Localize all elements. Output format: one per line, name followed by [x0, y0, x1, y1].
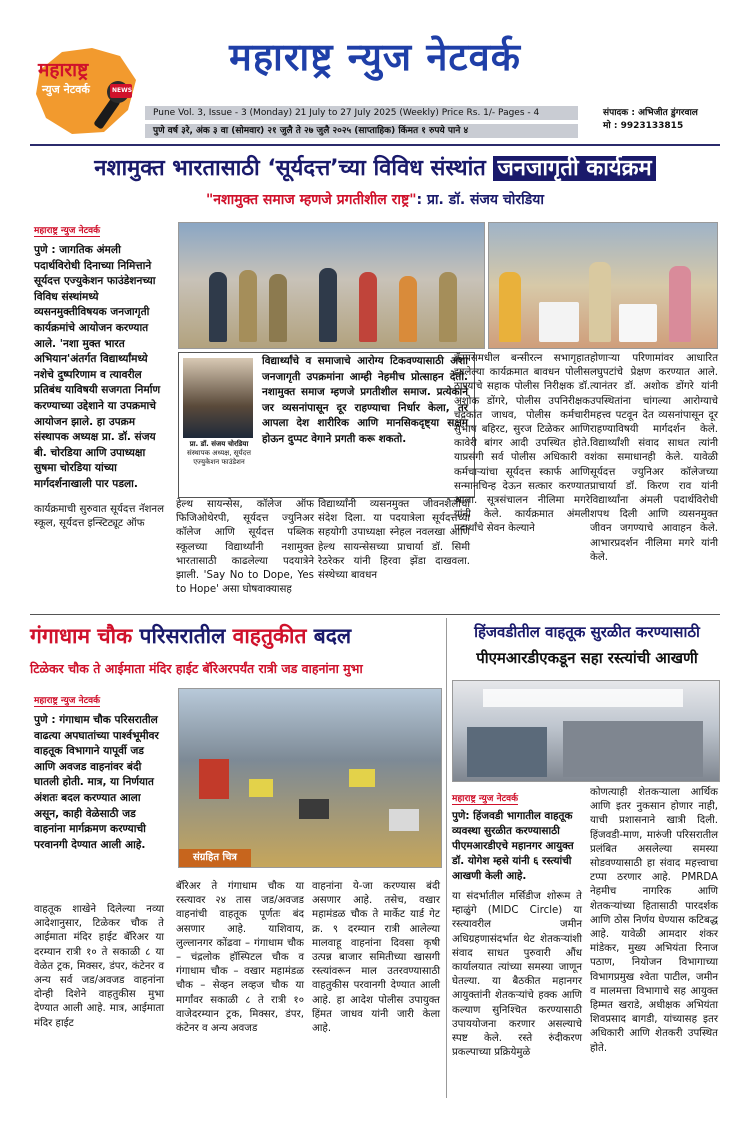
story3-headline-line2: पीएमआरडीएकडून सहा रस्त्यांची आखणी — [476, 649, 698, 667]
story2-col3: वाहनांना ये-जा करण्यास बंदी असणार आहे. तसेच, वखार महामंडळ चौक ते मार्केट यार्ड गेट क्र. ९ दरम्यान रात्री आलेल्या मालवाहू वाहनांना दिवसा कृषी उत्पन्न बाजार समितीच्या खासगी रस्त्यांवरून माल उतरवण्यासाठी वाहतुकीस परवानगी देण्यात आली आहे. हा आदेश पोलीस उपायुक्त हिंमत जाधव यांनी जारी केला आहे. — [312, 881, 440, 1035]
portrait-photo — [183, 358, 253, 438]
section-rule — [30, 614, 720, 615]
story2-lead: पुणे : गंगाधाम चौक परिसरातील वाढत्या अपघातांच्या पार्श्वभूमीवर वाहतूक विभागाने यापूर्वी जड आणि अवजड वाहनांवर बंदी घातली होती. मात्र, या निर्णयात अंशतः बदल करण्यात आला असून, काही वेळेसाठी जड वाहनांना मार्गक्रमण करण्याची परवानगी देण्यात आली आहे. — [34, 714, 159, 851]
story1-photo-rally — [178, 222, 485, 349]
story1-col2: हेल्थ सायन्सेस, कॉलेज ऑफ फिजिओथेरपी, सूर्यदत्त ज्युनिअर कॉलेज आणि सूर्यदत्त पब्लिक स्कूलच्या विद्यार्थ्यांनी नशामुक्त भारतासाठी काढलेल्या पदयात्रेने झाली. 'Say No to Dope, Yes to Hope' असा घोषवाक्यासह — [176, 499, 314, 596]
story2-headline-part1: गंगाधाम चौक — [30, 624, 140, 648]
story1-col3: विद्यार्थ्यांनी व्यसनमुक्त जीवनशैलीचा संदेश दिला. या पदयात्रेला सूर्यदत्तच्या सहयोगी उपाध्यक्षा स्नेहल नवलखा आणि हेल्थ सायन्सेसच्या प्राचार्या डॉ. सिमी रेठरेकर यांनी हिरवा झेंडा दाखवला. संस्थेच्या बावधन — [318, 499, 470, 582]
story3-col1-body: या संदर्भातील मर्सिडीज शोरूम ते म्हाळुंगे (MIDC Circle) या रस्त्यावरील जमीन अधिग्रहणासंदर्भात थेट शेतकऱ्यांशी संवाद साधत पुरुवारी औंध कार्यालयात त्यांच्या समस्या जाणून घेतल्या. या बैठकीत महानगर आयुक्तांनी शेतकऱ्यांचे हक्क आणि कल्याण सुनिश्चित करण्यासाठी उपाययोजना करणार असल्याचे स्पष्ट केले. रस्ते रुंदीकरण प्रकल्पाच्या प्रक्रियेमुळे — [452, 891, 582, 1059]
column-divider — [446, 618, 447, 1098]
story2-col1 — [34, 688, 164, 853]
newspaper-title: महाराष्ट्र न्युज नेटवर्क — [229, 35, 521, 79]
story1-headline-highlight: जनजागृती कार्यक्रम — [493, 156, 655, 181]
story2-col1-body: वाहतूक शाखेने दिलेल्या नव्या आदेशानुसार, टिळेकर चौक ते आईमाता मंदिर हाईट बॅरिअर या दरम्यान रात्री १० ते सकाळी ८ या वेळेत ट्रक, मिक्सर, डंपर, कंटेनर व अन्य सर्व जड/अवजड वाहनांना दोन्ही दिशेने वाहतुकीस मुभा देण्यात आली आहे. मात्र, आईमाता मंदिर हाईट — [34, 904, 164, 1029]
editor-name: संपादक : अभिजीत डुंगरवाल — [603, 108, 698, 118]
issue-info-english: Pune Vol. 3, Issue - 3 (Monday) 21 July to 27 July 2025 (Weekly) Price Rs. 1/- Pages - 4 — [145, 106, 578, 120]
story2-headline-part3: वाहतुकीत — [232, 624, 314, 648]
story2-headline-part2: परिसरातील — [139, 624, 233, 648]
story1-headline — [30, 152, 720, 182]
story3-col2: कोणत्याही शेतकऱ्याला आर्थिक आणि इतर नुकसान होणार नाही, याची प्रशासनाने खात्री दिली. हिंजवडी-माण, मारुंजी परिसरातील प्रलंबित असलेल्या समस्या सोडवण्यासाठी हा संवाद महत्त्वाचा टप्पा ठरणार आहे. PMRDA नेहमीच नागरिक आणि शेतकऱ्यांच्या हितासाठी पारदर्शक आणि ठोस निर्णय घेण्यास कटिबद्ध आहे. यावेळी आमदार शंकर मांडेकर, मुख्य अभियंता रिनाज पठाण, नियोजन विभागाच्या विभागप्रमुख श्वेता पाटील, जमीन व मालमत्ता विभागाचे सह आयुक्त हिम्मत खराडे, अधीक्षक अभियंता शिवप्रसाद बागडी, यांच्यासह इतर अधिकारी आणि शेतकरी उपस्थित होते. — [590, 787, 718, 1054]
story1-col1-tail: कार्यक्रमाची सुरुवात सूर्यदत्त नॅशनल स्कूल, सूर्यदत्त इन्स्टिट्यूट ऑफ — [34, 503, 164, 529]
logo-subtitle: न्युज नेटवर्क — [42, 83, 90, 96]
story3-tag: महाराष्ट्र न्युज नेटवर्क — [452, 791, 518, 805]
story1-subhead-name: : प्रा. डॉ. संजय चोरडिया — [416, 192, 544, 208]
logo-title: महाराष्ट्र — [38, 59, 89, 81]
portrait-caption — [180, 440, 258, 467]
editor-phone: मो : 9923133815 — [603, 121, 684, 131]
story1-headline-main: नशामुक्त भारतासाठी ‘सूर्यदत्त’च्या विविध संस्थांत — [94, 156, 494, 181]
story1-col4: कॅम्पसमधील बन्सीरत्न सभागृहात झालेल्या कार्यक्रमात बावधन पोलीस ठाण्याचे सहाक पोलीस निरीक्षक डॉ. अशोक डोंगरे, पोलीस उपनिरीक्षक चंद्रकांत जाधव, पोलीस कर्मचारी सुभाष बहिरट, सुरज टिळेकर आणि कावेरी बांगर आदी उपस्थित होते. याप्रसंगी सर्व पोलीस अधिकारी व कर्मचाऱ्यांचा सूर्यदत्त स्कार्फ आणि सन्मानचिन्ह देऊन सत्कार करण्यात आला. सूत्रसंचालन नीलिमा मगरे यांनी केले. कार्यक्रमात अंमली पदार्थांचे सेवन केल्याने — [454, 353, 590, 535]
story1-subhead-quote: "नशामुक्त समाज म्हणजे प्रगतीशील राष्ट्र" — [205, 192, 417, 208]
story1-subheadline — [30, 190, 720, 209]
story1-quote-text: विद्यार्थ्यांचे व समाजाचे आरोग्य टिकवण्यासाठी अशा जनजागृती उपक्रमांना आम्ही नेहमीच प्रोत्साहन देतो. नशामुक्त समाज म्हणजे प्रगतीशील समाज. प्रत्येकाने जर व्यसनांपासून दूर राहण्याचा निर्धार केला, तर आपला देश शारीरिक आणि मानसिकदृष्ट्या सक्षम होऊन दुप्पट वेगाने प्रगती करू शकतो. — [262, 355, 468, 445]
story3-lead: पुणे: हिंजवडी भागातील वाहतूक व्यवस्था सुरळीत करण्यासाठी पीएमआरडीएचे महानगर आयुक्त डॉ. योगेश म्हसे यांनी ६ रस्त्यांची आखणी केली आहे. — [452, 810, 574, 882]
story1-col5: होणाऱ्या परिणामांवर आधारित लघुपटांचे प्रेक्षण करण्यात आले. त्यानंतर डॉ. अशोक डोंगरे यांनी उपस्थितांना चांगल्या आरोग्याचे महत्त्व पटवून देत व्यसनांपासून दूर राहण्याविषयी मार्गदर्शन केले. विद्यार्थ्यांशी संवाद साधत त्यांनी शंका समाधानही केले. यावेळी सूर्यदत्त ज्युनिअर कॉलेजच्या प्राचार्या डॉ. किरण राव यांनी विद्यार्थ्यांना अंमली पदार्थविरोधी शपथ दिली आणि व्यसनमुक्त जीवन जगण्याचे आवाहन केले. आभारप्रदर्शन नीलिमा मगरे यांनी केले. — [590, 353, 718, 563]
masthead-rule — [30, 144, 720, 146]
story2-subheadline: टिळेकर चौक ते आईमाता मंदिर हाईट बॅरिअरपर्यंत रात्री जड वाहनांना मुभा — [30, 661, 363, 676]
editor-info — [603, 107, 743, 133]
photo-label: संग्रहित चित्र — [179, 849, 251, 867]
story2-tag: महाराष्ट्र न्युज नेटवर्क — [34, 693, 100, 707]
issue-info-marathi: पुणे वर्ष ३रे, अंक ३ वा (सोमवार) २१ जुलै ते २७ जुलै २०२५ (साप्ताहिक) किंमत १ रुपये पाने ४ — [145, 124, 578, 138]
story3-photo-meeting — [452, 680, 720, 782]
story1-col1 — [34, 218, 164, 531]
newspaper-logo — [32, 40, 142, 140]
portrait-name: प्रा. डॉ. संजय चोरडिया — [189, 440, 249, 448]
story2-headline — [30, 622, 450, 650]
logo-badge: NEWS — [112, 87, 133, 94]
story1-photo-students — [488, 222, 718, 349]
portrait-role: संस्थापक अध्यक्ष, सूर्यदत्त एज्युकेशन फाउंडेशन — [186, 449, 252, 466]
story2-col2: बॅरिअर ते गंगाधाम चौक या रस्त्यावर २४ तास जड/अवजड वाहनांची वाहतूक पूर्णतः बंद असणार आहे. याशिवाय, लुल्लानगर कोंढवा – गंगाधाम चौक – चंद्रलोक हॉस्पिटल चौक व गंगाधाम चौक – वखार महामंडळ चौक – सेव्हन लव्हज चौक या मार्गांवर सकाळी ८ ते रात्री १० वाजेदरम्यान ट्रक, मिक्सर, डंपर, कंटेनर व अन्य अवजड — [176, 881, 304, 1035]
story3-col1 — [452, 786, 582, 1060]
story3-headline-line1: हिंजवडीतील वाहतूक सुरळीत करण्यासाठी — [474, 623, 700, 641]
story1-tag: महाराष्ट्र न्युज नेटवर्क — [34, 223, 100, 237]
story1-lead: पुणे : जागतिक अंमली पदार्थविरोधी दिनाच्या निमित्ताने सूर्यदत्त एज्युकेशन फाउंडेशनच्या विविध संस्थांमध्ये व्यसनमुक्तीविषयक जनजागृती कार्यक्रमांचे आयोजन करण्यात आले. 'नशा मुक्त भारत अभियान'अंतर्गत विद्यार्थ्यांमध्ये नशेचे दुष्परिणाम व त्यावरील प्रतिबंध याविषयी सजगता निर्माण करण्याच्या उद्देशाने या उपक्रमाचे आयोजन झाले. हा उपक्रम संस्थापक अध्यक्ष प्रा. डॉ. संजय बी. चोरडिया आणि उपाध्यक्षा सुषमा चोरडिया यांच्या मार्गदर्शनाखाली पार पडला. — [34, 244, 161, 490]
story2-photo-traffic — [178, 688, 442, 868]
story2-headline-part4: बदल — [313, 624, 352, 648]
